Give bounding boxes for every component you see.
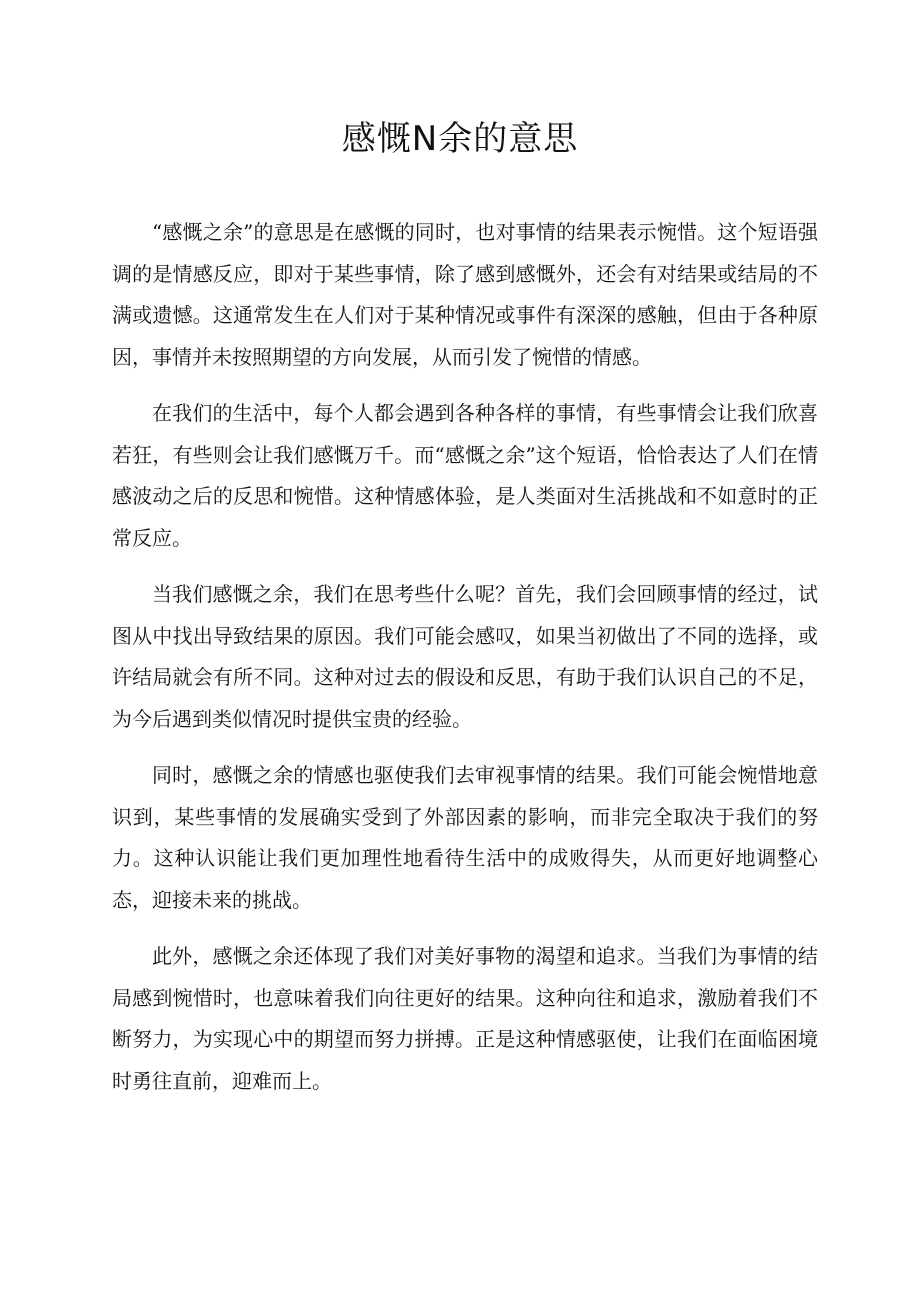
- paragraph-2: 在我们的生活中，每个人都会遇到各种各样的事情，有些事情会让我们欣喜若狂，有些则会让我们感慨万千。而“感慨之余”这个短语，恰恰表达了人们在情感波动之后的反思和惋惜。这种情感体验，是人类面对生活挑战和不如意时的正常反应。: [112, 401, 818, 550]
- document-body: [112, 212, 818, 1117]
- paragraph-5: 此外，感慨之余还体现了我们对美好事物的渴望和追求。当我们为事情的结局感到惋惜时，也意味着我们向往更好的结果。这种向往和追求，激励着我们不断努力，为实现心中的期望而努力拼搏。正是这种情感驱使，让我们在面临困境时勇往直前，迎难而上。: [112, 944, 818, 1093]
- document-title: 感慨N余的意思: [341, 119, 579, 159]
- paragraph-3: 当我们感慨之余，我们在思考些什么呢？首先，我们会回顾事情的经过，试图从中找出导致结果的原因。我们可能会感叹，如果当初做出了不同的选择，或许结局就会有所不同。这种对过去的假设和反思，有助于我们认识自己的不足，为今后遇到类似情况时提供宝贵的经验。: [112, 582, 818, 731]
- paragraph-4: 同时，感慨之余的情感也驱使我们去审视事情的结果。我们可能会惋惜地意识到，某些事情的发展确实受到了外部因素的影响，而非完全取决于我们的努力。这种认识能让我们更加理性地看待生活中的成败得失，从而更好地调整心态，迎接未来的挑战。: [112, 763, 818, 912]
- paragraph-1: “感慨之余”的意思是在感慨的同时，也对事情的结果表示惋惜。这个短语强调的是情感反应，即对于某些事情，除了感到感慨外，还会有对结果或结局的不满或遗憾。这通常发生在人们对于某种情况或事件有深深的感触，但由于各种原因，事情并未按照期望的方向发展，从而引发了惋惜的情感。: [112, 220, 818, 369]
